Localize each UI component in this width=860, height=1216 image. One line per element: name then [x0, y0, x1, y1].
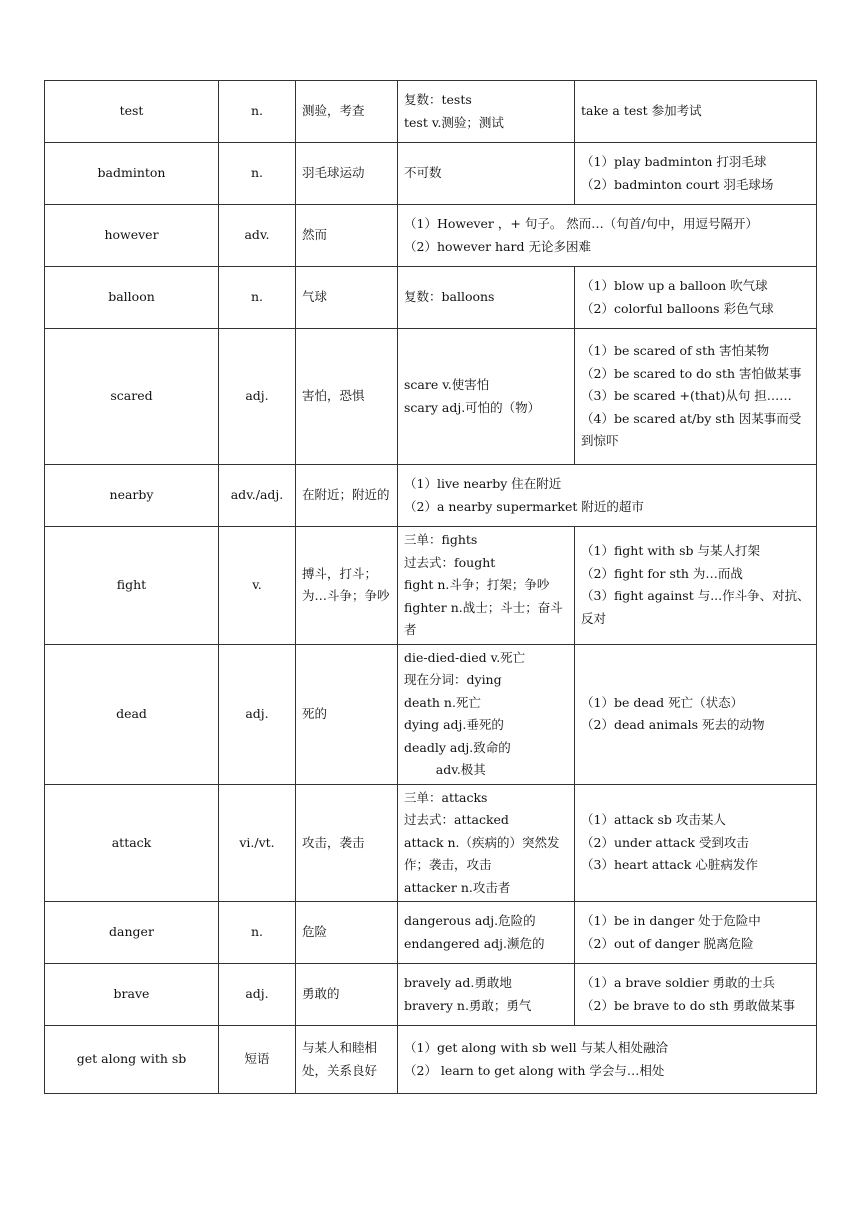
part-of-speech-cell: v.: [219, 527, 296, 645]
phrases-line: （3）heart attack 心脏病发作: [581, 857, 758, 872]
word-forms-cell: [398, 902, 575, 964]
phrases-cell: [575, 143, 817, 205]
forms-line: 过去式：attacked: [404, 812, 509, 827]
phrases-line: （2）be scared to do sth 害怕做某事: [581, 365, 802, 381]
meaning-cell: [296, 964, 398, 1026]
phrases-line: （4）be scared at/by sth 因某事而受到惊吓: [581, 410, 802, 449]
meaning-cell: [296, 329, 398, 465]
table-row: [45, 329, 817, 465]
word-cell: dead: [45, 644, 219, 784]
word-cell: badminton: [45, 143, 219, 205]
usage-cell: [398, 1026, 817, 1094]
part-of-speech-cell: n.: [219, 267, 296, 329]
forms-line: bravely ad.勇敢地: [404, 975, 512, 990]
forms-line: 三单：fights: [404, 532, 478, 547]
phrases-line: （3）fight against 与...作斗争、对抗、反对: [581, 588, 810, 626]
phrases-line: （2）badminton court 羽毛球场: [581, 176, 774, 192]
phrases-line: （1）blow up a balloon 吹气球: [581, 278, 768, 293]
forms-line: 现在分词：dying: [404, 672, 502, 687]
vocabulary-table-body: [45, 81, 817, 1094]
table-row: [45, 964, 817, 1026]
word-forms-cell: [398, 527, 575, 645]
phrases-line: （1）be scared of sth 害怕某物: [581, 343, 770, 359]
forms-line: bravery n.勇敢；勇气: [404, 997, 532, 1013]
phrases-cell: [575, 902, 817, 964]
word-forms-cell: [398, 81, 575, 143]
merged-line: （2） learn to get along with 学会与…相处: [404, 1062, 665, 1078]
word-cell: balloon: [45, 267, 219, 329]
forms-line: endangered adj.濒危的: [404, 935, 545, 951]
phrases-line: （3）be scared +(that)从句 担……: [581, 388, 792, 404]
meaning-line: 羽毛球运动: [302, 165, 365, 181]
phrases-line: （1）attack sb 攻击某人: [581, 812, 726, 827]
merged-line: （1）However ，+ 句子。 然而…（句首/句中，用逗号隔开）: [404, 216, 759, 231]
table-row: [45, 644, 817, 784]
phrases-line: （1）be in danger 处于危险中: [581, 913, 761, 928]
meaning-line: 气球: [302, 289, 328, 305]
word-cell: however: [45, 205, 219, 267]
forms-line: scary adj.可怕的（物）: [404, 399, 541, 415]
meaning-line: 攻击，袭击: [302, 834, 365, 850]
forms-line: die-died-died v.死亡: [404, 649, 526, 665]
forms-line: 三单：attacks: [404, 789, 488, 805]
table-row: [45, 465, 817, 527]
meaning-cell: [296, 267, 398, 329]
table-row: [45, 143, 817, 205]
part-of-speech-cell: adj.: [219, 329, 296, 465]
meaning-cell: [296, 143, 398, 205]
word-cell: fight: [45, 527, 219, 645]
meaning-cell: [296, 784, 398, 902]
meaning-line: 然而: [302, 227, 328, 243]
word-cell: brave: [45, 964, 219, 1026]
part-of-speech-cell: vi./vt.: [219, 784, 296, 902]
part-of-speech-cell: adj.: [219, 644, 296, 784]
phrases-line: （2）colorful balloons 彩色气球: [581, 300, 774, 316]
forms-line: dangerous adj.危险的: [404, 913, 536, 928]
phrases-cell: [575, 784, 817, 902]
word-forms-cell: [398, 329, 575, 465]
word-forms-cell: [398, 784, 575, 902]
merged-line: （1）live nearby 住在附近: [404, 476, 562, 491]
merged-line: （2）a nearby supermarket 附近的超市: [404, 498, 644, 514]
phrases-cell: [575, 527, 817, 645]
word-cell: test: [45, 81, 219, 143]
phrases-line: （2）out of danger 脱离危险: [581, 935, 754, 951]
forms-line: fight n.斗争；打架；争吵: [404, 577, 550, 592]
forms-line: adv.极其: [404, 762, 486, 777]
meaning-line: 与某人和睦相处，关系良好: [302, 1040, 378, 1078]
forms-line: 不可数: [404, 165, 442, 181]
merged-line: （1）get along with sb well 与某人相处融洽: [404, 1040, 669, 1055]
meaning-line: 搏斗，打斗；为…斗争；争吵: [302, 565, 390, 604]
table-row: [45, 81, 817, 143]
vocabulary-table: [44, 80, 817, 1094]
meaning-cell: [296, 1026, 398, 1094]
forms-line: 过去式：fought: [404, 554, 496, 570]
meaning-cell: [296, 205, 398, 267]
meaning-cell: [296, 902, 398, 964]
part-of-speech-cell: adj.: [219, 964, 296, 1026]
forms-line: test v.测验；测试: [404, 114, 504, 130]
word-forms-cell: [398, 964, 575, 1026]
forms-line: attack n.（疾病的）突然发作；袭击，攻击: [404, 834, 560, 872]
forms-line: 复数：balloons: [404, 289, 495, 305]
merged-line: （2）however hard 无论多困难: [404, 238, 591, 254]
meaning-line: 死的: [302, 705, 328, 721]
part-of-speech-cell: 短语: [219, 1026, 296, 1094]
phrases-line: （1）a brave soldier 勇敢的士兵: [581, 975, 776, 990]
table-row: [45, 784, 817, 902]
meaning-line: 危险: [302, 924, 328, 940]
forms-line: death n.死亡: [404, 694, 481, 710]
word-cell: attack: [45, 784, 219, 902]
meaning-cell: [296, 644, 398, 784]
phrases-line: （2）under attack 受到攻击: [581, 834, 749, 850]
part-of-speech-cell: n.: [219, 143, 296, 205]
meaning-cell: [296, 527, 398, 645]
phrases-line: （2）fight for sth 为…而战: [581, 565, 743, 581]
table-row: [45, 902, 817, 964]
table-row: [45, 267, 817, 329]
word-cell: nearby: [45, 465, 219, 527]
phrases-line: （1）fight with sb 与某人打架: [581, 543, 760, 559]
part-of-speech-cell: n.: [219, 81, 296, 143]
table-row: [45, 205, 817, 267]
forms-line: deadly adj.致命的: [404, 739, 511, 755]
part-of-speech-cell: adv./adj.: [219, 465, 296, 527]
part-of-speech-cell: adv.: [219, 205, 296, 267]
phrases-cell: [575, 644, 817, 784]
word-forms-cell: [398, 644, 575, 784]
phrases-line: （2）dead animals 死去的动物: [581, 717, 765, 732]
meaning-cell: [296, 81, 398, 143]
forms-line: attacker n.攻击者: [404, 879, 511, 895]
meaning-cell: [296, 465, 398, 527]
phrases-cell: [575, 329, 817, 465]
forms-line: 复数：tests: [404, 92, 472, 107]
meaning-line: 测验，考查: [302, 103, 365, 119]
meaning-line: 勇敢的: [302, 986, 340, 1002]
usage-cell: [398, 205, 817, 267]
phrases-line: （2）be brave to do sth 勇敢做某事: [581, 997, 796, 1013]
phrases-line: （1）be dead 死亡（状态）: [581, 694, 744, 710]
forms-line: dying adj.垂死的: [404, 717, 504, 732]
usage-cell: [398, 465, 817, 527]
meaning-line: 在附近；附近的: [302, 487, 390, 503]
phrases-line: take a test 参加考试: [581, 103, 702, 119]
word-cell: scared: [45, 329, 219, 465]
phrases-cell: [575, 81, 817, 143]
word-forms-cell: [398, 267, 575, 329]
forms-line: scare v.使害怕: [404, 377, 490, 392]
word-cell: danger: [45, 902, 219, 964]
table-row: [45, 1026, 817, 1094]
word-cell: get along with sb: [45, 1026, 219, 1094]
forms-line: fighter n.战士；斗士；奋斗者: [404, 599, 563, 637]
phrases-line: （1）play badminton 打羽毛球: [581, 154, 767, 169]
phrases-cell: [575, 267, 817, 329]
table-row: [45, 527, 817, 645]
part-of-speech-cell: n.: [219, 902, 296, 964]
meaning-line: 害怕，恐惧: [302, 388, 365, 404]
word-forms-cell: [398, 143, 575, 205]
phrases-cell: [575, 964, 817, 1026]
